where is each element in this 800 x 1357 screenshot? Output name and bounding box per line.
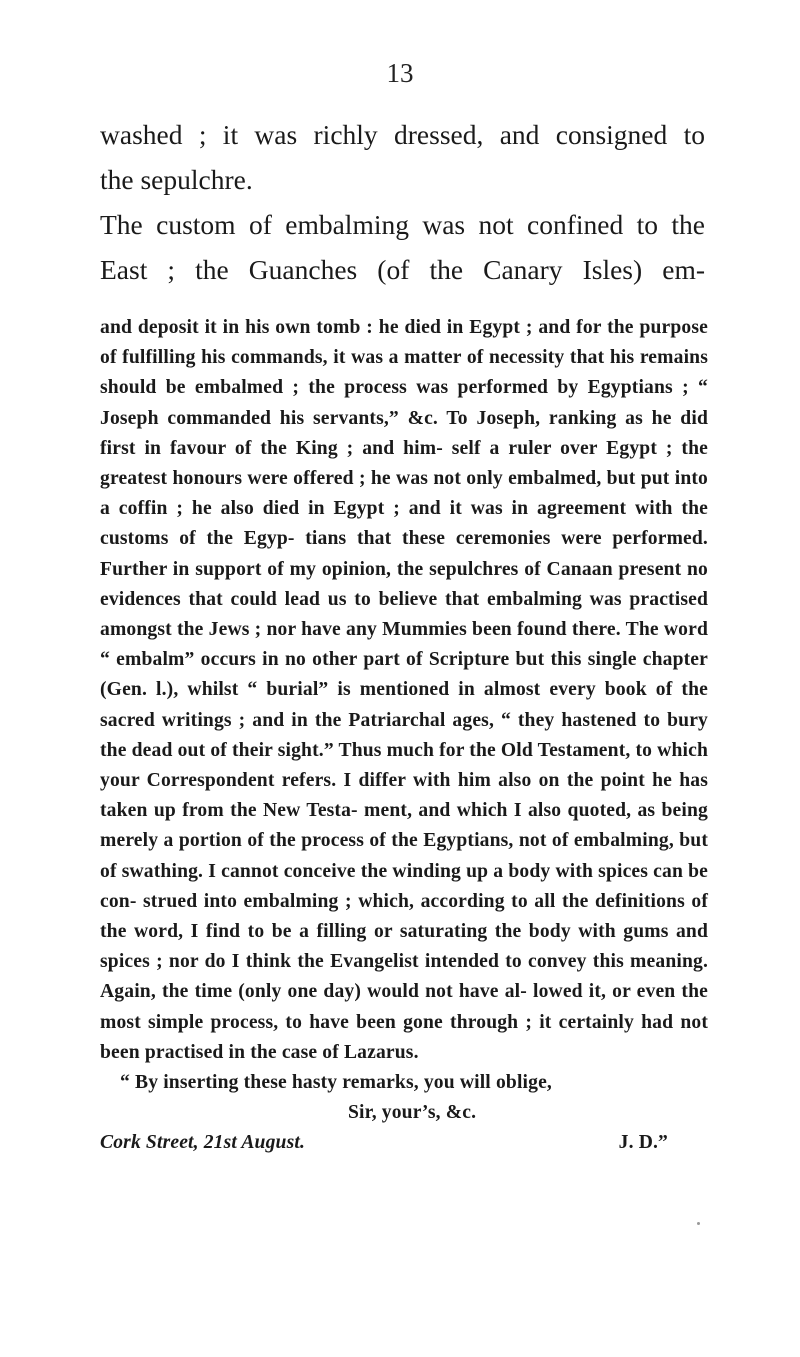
- lead-text: [100, 112, 705, 292]
- place-date: Cork Street, 21st August.: [100, 1132, 305, 1154]
- body-text: [100, 313, 708, 1159]
- lead-line-1: washed ; it was richly dressed, and consigned to: [100, 119, 705, 150]
- lead-line-2: the sepulchre.: [100, 164, 253, 195]
- dateline: [100, 1128, 708, 1158]
- author-initials: J. D.”: [618, 1132, 668, 1154]
- lead-paragraph-2: The custom of embalming was not confined to the East ; the Guanches (of the Canary Isles) em-: [100, 209, 705, 285]
- page-number: 13: [386, 58, 414, 88]
- ink-speck: [697, 1222, 700, 1225]
- body-paragraph: and deposit it in his own tomb : he died in Egypt ; and for the purpose of fulfilling his commands, it was a matter of necessity that his remains should be embalmed ; the process was performed by Egyptians ; “ Joseph commanded his servants,” &c. To Joseph, ranking as he did first in favour of the King ; and him- self a ruler over Egypt ; the greatest honours were offered ; he was not only embalmed, but put into a coffin ; he also died in Egypt ; and it was in agreement with the customs of the Egyp- tians that these ceremonies were performed. Further in support of my opinion, the sepulchres of Canaan present no evidences that could lead us to believe that embalming was practised amongst the Jews ; nor have any Mummies been found there. The word “ embalm” occurs in no other part of Scripture but this single chapter (Gen. l.), whilst “ burial” is mentioned in almost every book of the sacred writings ; and in the Patriarchal ages, “ they hastened to bury the dead out of their sight.” Thus much for the Old Testament, to which your Correspondent refers. I differ with him also on the point he has taken up from the New Testa- ment, and which I also quoted, as being merely a portion of the process of the Egyptians, not of embalming, but of swathing. I cannot conceive the winding up a body with spices can be con- strued into embalming ; which, according to all the definitions of the word, I find to be a filling or saturating the body with gums and spices ; nor do I think the Evangelist intended to convey this meaning. Again, the time (only one day) would not have al- lowed it, or even the most simple process, to have been gone through ; it certainly had not been practised in the case of Lazarus.: [100, 317, 708, 1063]
- closing-line: “ By inserting these hasty remarks, you will oblige,: [120, 1072, 552, 1094]
- signoff-line: Sir, your’s, &c.: [348, 1102, 477, 1124]
